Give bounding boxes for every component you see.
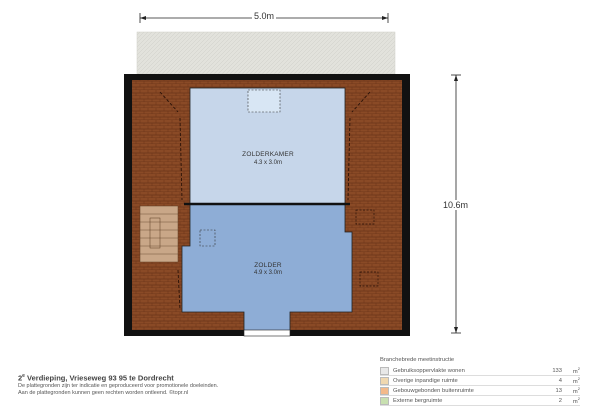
legend-row [380,396,580,406]
legend-label: Externe bergruimte [393,397,443,404]
floor-ordinal: e [22,373,25,379]
room-zolderkamer-size: 4.3 x 3.0m [253,160,282,166]
legend-swatch [380,397,389,405]
page-title [18,373,338,383]
title-text: Verdieping, Vrieseweg 93 95 te Dordrecht [27,373,174,383]
legend-value: 2 [558,397,562,404]
legend-unit: $m^2$ [572,386,580,395]
staircase [140,206,178,262]
legend-unit: $m^2$ [572,366,580,375]
legend-row [380,376,580,386]
room-zolder-size: 4.9 x 3.0m [253,270,282,276]
skylight [248,90,280,112]
legend-unit: $m^2$ [572,376,580,385]
legend-label: Gebruiksoppervlakte wonen [393,367,465,374]
disclaimer-line-2 [18,390,338,397]
legend-value: 13 [555,387,562,394]
legend-label: Gebouwgebonden buitenruimte [393,387,474,394]
copyright-icon: © [169,389,174,396]
legend-unit: $m^2$ [572,396,580,405]
height-dimension-label: 10.6m [443,200,469,210]
legend-swatch [380,387,389,395]
legend [380,357,580,406]
legend-row [380,366,580,376]
balcony-area [137,32,395,74]
legend-label: Overige inpandige ruimte [393,377,458,384]
legend-value: 133 [552,367,562,374]
disclaimer-line-1: De plattegronden zijn ter indicatie en geproduceerd voor promotionele doeleinden. [18,382,219,389]
disclaimer-text: Aan de plattegronden kunnen geen rechten worden ontleend. [18,389,168,396]
legend-swatch [380,367,389,375]
legend-value: 4 [558,377,562,384]
room-zolder-name: ZOLDER [254,262,282,269]
legend-title: Branchebrede meetinstructie [380,357,455,363]
brand-text: topr.nl [173,389,189,396]
legend-row [380,386,580,396]
floor-number: 2 [18,373,23,383]
title-block [18,373,338,397]
legend-swatch [380,377,389,385]
room-zolderkamer-name: ZOLDERKAMER [242,151,294,158]
bottom-opening [244,330,290,336]
width-dimension-label: 5.0m [254,11,275,21]
